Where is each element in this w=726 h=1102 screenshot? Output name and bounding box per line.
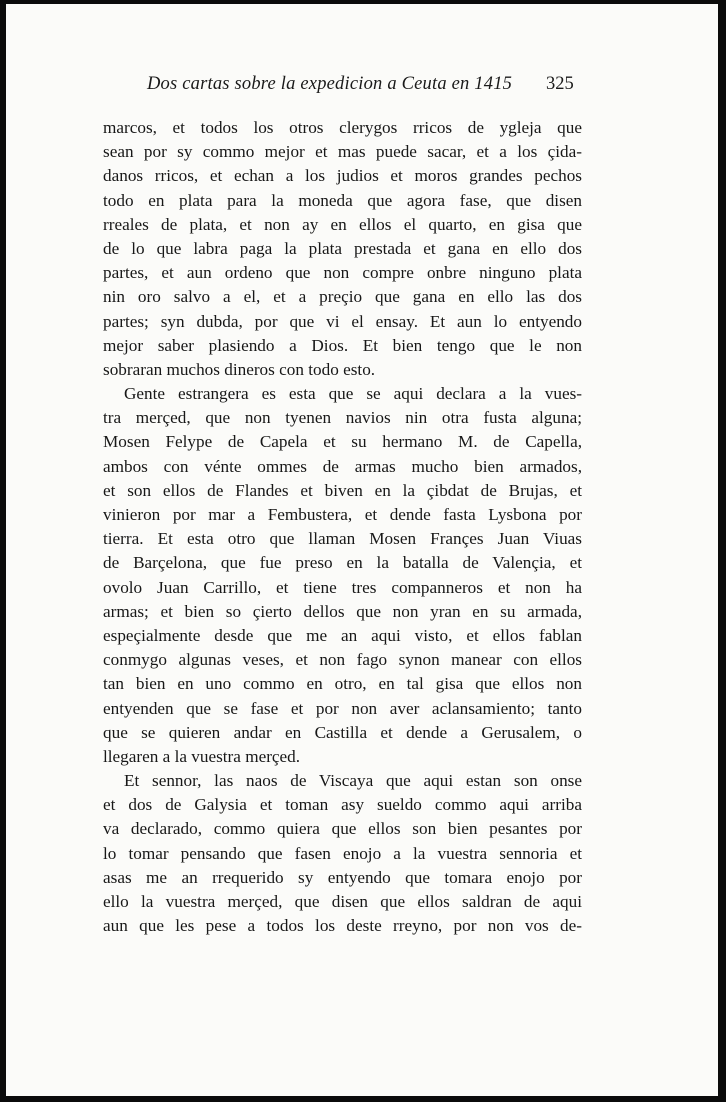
text-line: va declarado, commo quiera que ellos son bien pesantes por bbox=[103, 819, 582, 839]
running-header bbox=[6, 74, 718, 102]
text-line: marcos, et todos los otros clerygos rricos de ygleja que bbox=[103, 118, 582, 137]
text-line: armas; et bien so çierto dellos que non yran en su armada, bbox=[103, 601, 582, 621]
text-line: lo tomar pensando que fasen enojo a la vuestra sennoria et bbox=[103, 843, 582, 863]
text-line: et dos de Galysia et toman asy sueldo commo aqui arriba bbox=[103, 795, 582, 815]
text-line: nin oro salvo a el, et a preçio que gana en ello las dos bbox=[103, 287, 582, 307]
text-line: rreales de plata, et non ay en ellos el quarto, en gisa que bbox=[103, 214, 582, 234]
text-line: ovolo Juan Carrillo, et tiene tres companneros et non ha bbox=[103, 577, 582, 597]
text-line: Gente estrangera es esta que se aqui declara a la vues- bbox=[124, 384, 582, 404]
text-line: que se quieren andar en Castilla et dende a Gerusalem, o bbox=[103, 722, 582, 742]
text-line: ello la vuestra merçed, que disen que ellos saldran de aqui bbox=[103, 892, 582, 911]
text-line: mejor saber plasiendo a Dios. Et bien tengo que le non bbox=[103, 335, 582, 355]
paragraph bbox=[103, 116, 582, 382]
text-line: de Barçelona, que fue preso en la batalla de Valençia, et bbox=[103, 553, 582, 573]
text-line: tierra. Et esta otro que llaman Mosen Françes Juan Viuas bbox=[103, 529, 582, 549]
text-line: conmygo algunas veses, et non fago synon manear con ellos bbox=[103, 650, 582, 670]
body-text bbox=[103, 116, 582, 938]
text-line: espeçialmente desde que me an aqui visto, et ellos fablan bbox=[103, 625, 582, 645]
text-line: asas me an rrequerido sy entyendo que tomara enojo por bbox=[103, 867, 582, 887]
paragraph bbox=[103, 769, 582, 938]
text-line: llegaren a la vuestra merçed. bbox=[103, 746, 301, 766]
text-line: danos rricos, et echan a los judios et moros grandes pechos bbox=[103, 166, 582, 186]
text-line: todo en plata para la moneda que agora fase, que disen bbox=[103, 190, 582, 210]
text-line: tra merçed, que non tyenen navios nin otra fusta alguna; bbox=[103, 408, 582, 428]
page-number: 325 bbox=[546, 74, 574, 94]
text-line: vinieron por mar a Fembustera, et dende fasta Lysbona por bbox=[103, 505, 582, 524]
text-line: de lo que labra paga la plata prestada et gana en ello dos bbox=[103, 238, 582, 258]
text-line: entyenden que se fase et por non aver aclansamiento; tanto bbox=[103, 698, 582, 718]
text-line: partes; syn dubda, por que vi el ensay. Et aun lo entyendo bbox=[103, 311, 582, 331]
text-line: Et sennor, las naos de Viscaya que aqui estan son onse bbox=[124, 771, 582, 791]
text-line: sean por sy commo mejor et mas puede sacar, et a los çida- bbox=[103, 142, 582, 162]
running-title: Dos cartas sobre la expedicion a Ceuta en 1415 bbox=[147, 74, 513, 94]
text-line: et son ellos de Flandes et biven en la çibdat de Brujas, et bbox=[103, 480, 582, 500]
text-line: Mosen Felype de Capela et su hermano M. de Capella, bbox=[103, 432, 582, 452]
book-page bbox=[6, 4, 718, 1096]
text-line: aun que les pese a todos los deste rreyno, por non vos de- bbox=[103, 916, 582, 936]
text-line: ambos con vénte ommes de armas mucho bien armados, bbox=[103, 456, 582, 476]
text-line: partes, et aun ordeno que non compre onbre ninguno plata bbox=[103, 263, 582, 283]
text-line: tan bien en uno commo en otro, en tal gisa que ellos non bbox=[103, 674, 582, 694]
text-line: sobraran muchos dineros con todo esto. bbox=[103, 359, 376, 379]
paragraph bbox=[103, 382, 582, 769]
